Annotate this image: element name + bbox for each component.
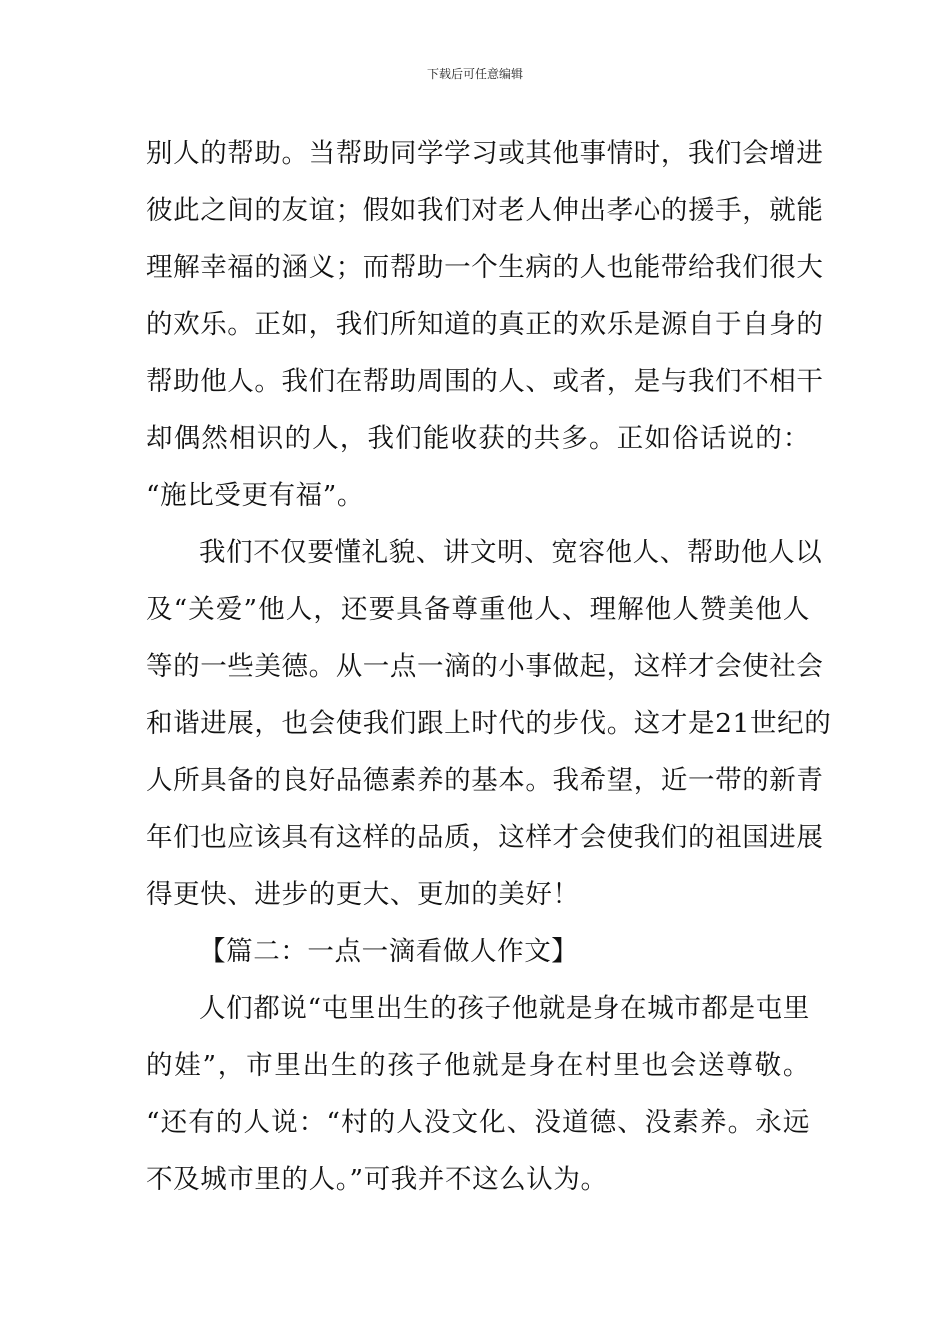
text-line: “还有的人说：“村的人没文化、没道德、没素养。永远: [146, 1107, 810, 1138]
text-line: 我们不仅要懂礼貌、讲文明、宽容他人、帮助他人以: [199, 537, 823, 568]
text-line: “施比受更有福”。: [146, 480, 364, 511]
text-line: 得更快、进步的更大、更加的美好！: [146, 879, 580, 910]
text-line: 理解幸福的涵义；而帮助一个生病的人也能带给我们很大: [146, 252, 824, 283]
text-line: 别人的帮助。当帮助同学学习或其他事情时，我们会增进: [146, 138, 824, 169]
page-header: 下载后可任意编辑: [426, 67, 523, 81]
text-line: 人所具备的良好品德素养的基本。我希望，近一带的新青: [146, 765, 824, 796]
text-line: 等的一些美德。从一点一滴的小事做起，这样才会使社会: [146, 651, 824, 682]
text-line: 和谐进展，也会使我们跟上时代的步伐。这才是21世纪的: [146, 708, 832, 739]
text-line: 彼此之间的友谊；假如我们对老人伸出孝心的援手，就能: [146, 195, 824, 226]
text-line: 年们也应该具有这样的品质，这样才会使我们的祖国进展: [146, 822, 824, 853]
section-heading: 【篇二：一点一滴看做人作文】: [199, 936, 579, 967]
text-line: 人们都说“屯里出生的孩子他就是身在城市都是屯里: [199, 993, 810, 1024]
text-line: 及“关爱”他人，还要具备尊重他人、理解他人赞美他人: [146, 594, 810, 625]
text-line: 的娃”，市里出生的孩子他就是身在村里也会送尊敬。: [146, 1050, 810, 1081]
text-line: 的欢乐。正如，我们所知道的真正的欢乐是源自于自身的: [146, 309, 824, 340]
text-line: 却偶然相识的人，我们能收获的共多。正如俗话说的：: [146, 423, 810, 454]
text-line: 不及城市里的人。”可我并不这么认为。: [146, 1164, 608, 1195]
text-line: 帮助他人。我们在帮助周围的人、或者，是与我们不相干: [146, 366, 824, 397]
document-body: [146, 128, 832, 1211]
